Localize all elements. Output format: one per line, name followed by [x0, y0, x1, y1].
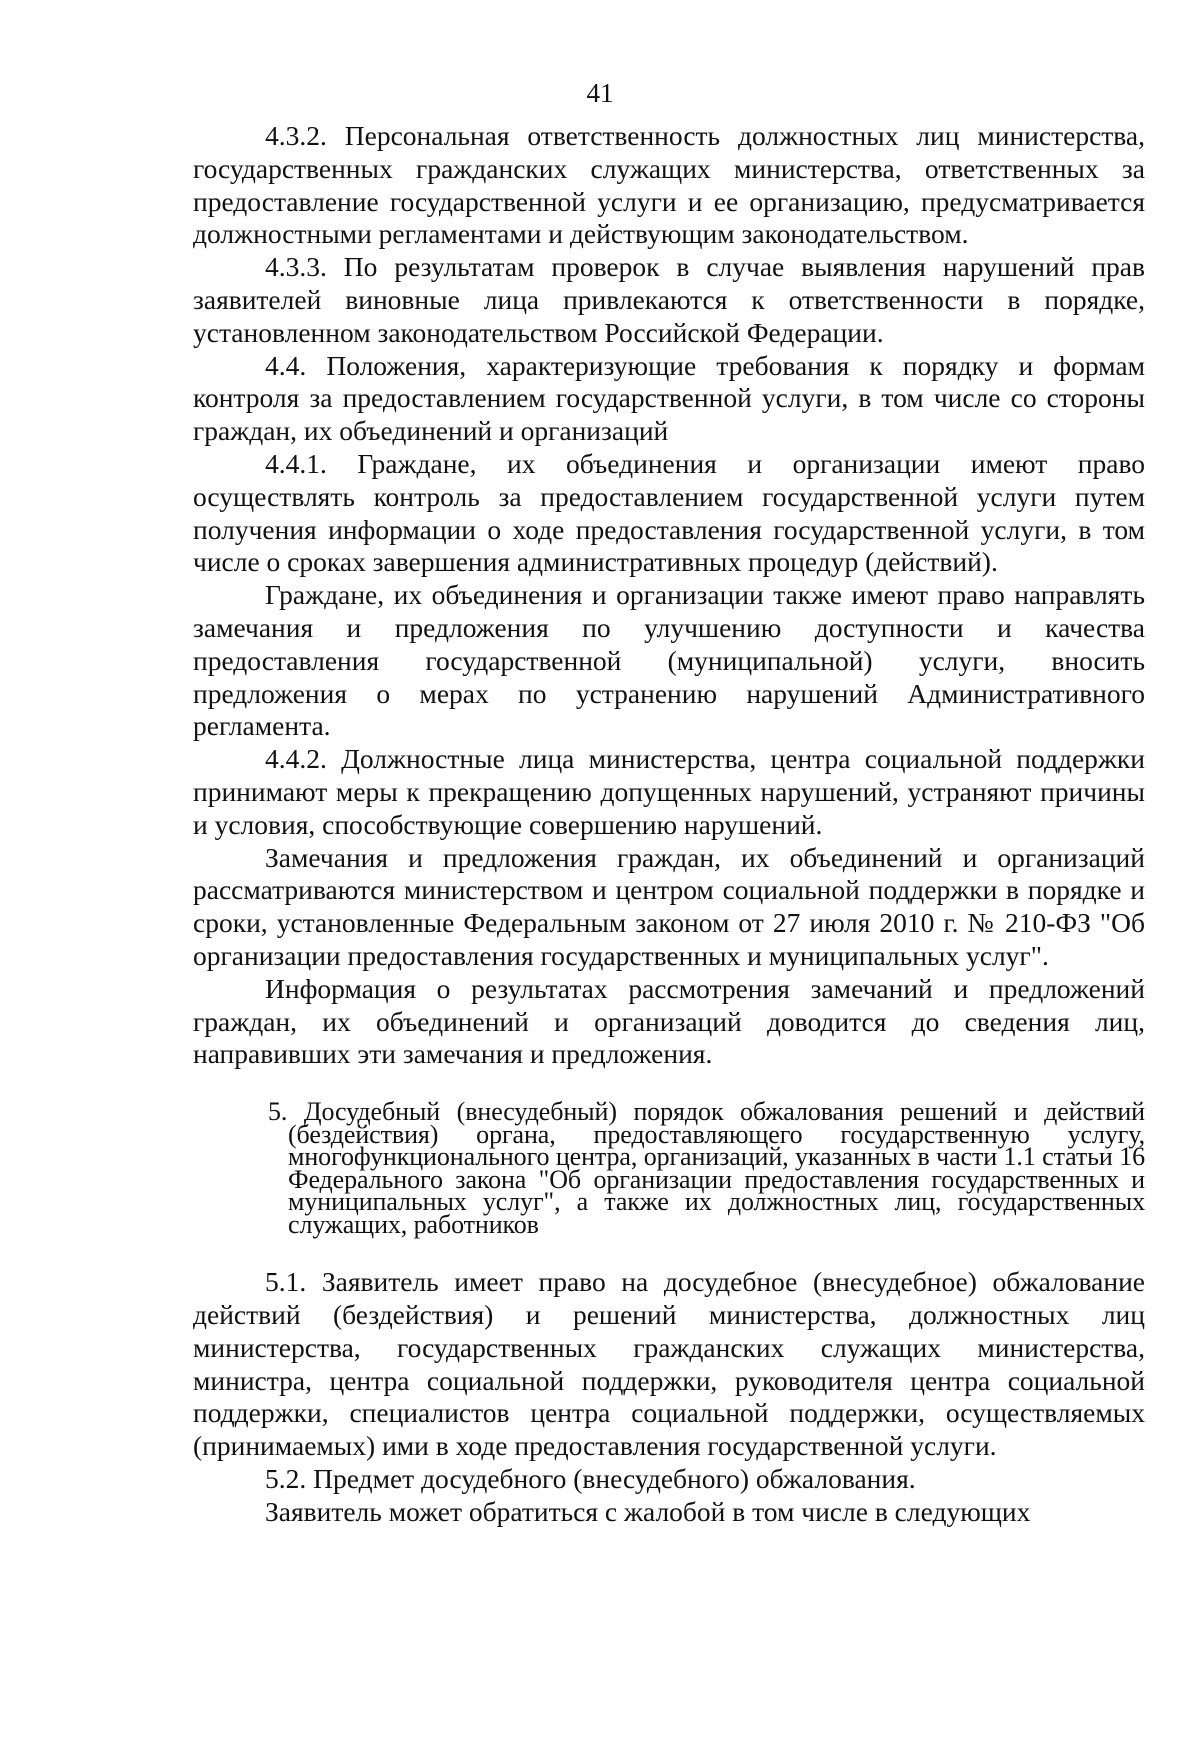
paragraph-4-4: 4.4. Положения, характеризующие требования к порядку и формам контроля за предоставлением государственной услуги, в том числе со стороны граждан, их объединений и организаций	[193, 349, 1145, 447]
paragraph-4-3-2: 4.3.2. Персональная ответственность должностных лиц министерства, государственных гражданских служащих министерства, ответственных за предоставление государственной услуги и ее организацию, предусматривается должностными регламентами и действующим законодательством.	[193, 120, 1145, 250]
paragraph-4-4-1-citizens-rights: Граждане, их объединения и организации также имеют право направлять замечания и предложения по улучшению доступности и качества предоставления государственной (муниципальной) услуги, вносить предложения о мерах по устранению нарушений Административного регламента.	[193, 579, 1145, 742]
paragraph-5-2-complaint: Заявитель может обратиться с жалобой в том числе в следующих	[265, 1495, 1031, 1527]
paragraph-5-1: 5.1. Заявитель имеет право на досудебное (внесудебное) обжалование действий (бездействия) и решений министерства, должностных лиц министерства, государственных гражданских служащих министерства, министра, центра социальной поддержки, руководителя центра социальной поддержки, специалистов центра социальной поддержки, осуществляемых (принимаемых) ими в ходе предоставления государственной услуги.	[193, 1266, 1145, 1462]
paragraph-5-2: 5.2. Предмет досудебного (внесудебного) обжалования.	[265, 1462, 916, 1494]
paragraph-4-4-1: 4.4.1. Граждане, их объединения и организации имеют право осуществлять контроль за предоставлением государственной услуги путем получения информации о ходе предоставления государственной услуги, в том числе о сроках завершения административных процедур (действий).	[193, 447, 1145, 578]
paragraph-4-4-2-information: Информация о результатах рассмотрения замечаний и предложений граждан, их объединений и организаций доводится до сведения лиц, направивших эти замечания и предложения.	[193, 972, 1145, 1070]
document-body	[193, 120, 1145, 1528]
paragraph-4-4-2-remarks: Замечания и предложения граждан, их объединений и организаций рассматриваются министерством и центром социальной поддержки в порядке и сроки, установленные Федеральным законом от 27 июля 2010 г. № 210-ФЗ "Об организации предоставления государственных и муниципальных услуг".	[193, 841, 1145, 971]
paragraph-4-4-2: 4.4.2. Должностные лица министерства, центра социальной поддержки принимают меры к прекращению допущенных нарушений, устраняют причины и условия, способствующие совершению нарушений.	[193, 743, 1145, 840]
page-number: 41	[586, 78, 614, 108]
section-5-heading: 5. Досудебный (внесудебный) порядок обжалования решений и действий (бездействия) органа, предоставляющего государственную услугу, многофункционального центра, организаций, указанных в части 1.1 статьи 16 Федерального закона "Об организации предоставления государственных и муниципальных услуг", а также их должностных лиц, государственных служащих, работников	[268, 1097, 1145, 1239]
paragraph-4-3-3: 4.3.3. По результатам проверок в случае выявления нарушений прав заявителей виновные лица привлекаются к ответственности в порядке, установленном законодательством Российской Федерации.	[193, 251, 1145, 348]
